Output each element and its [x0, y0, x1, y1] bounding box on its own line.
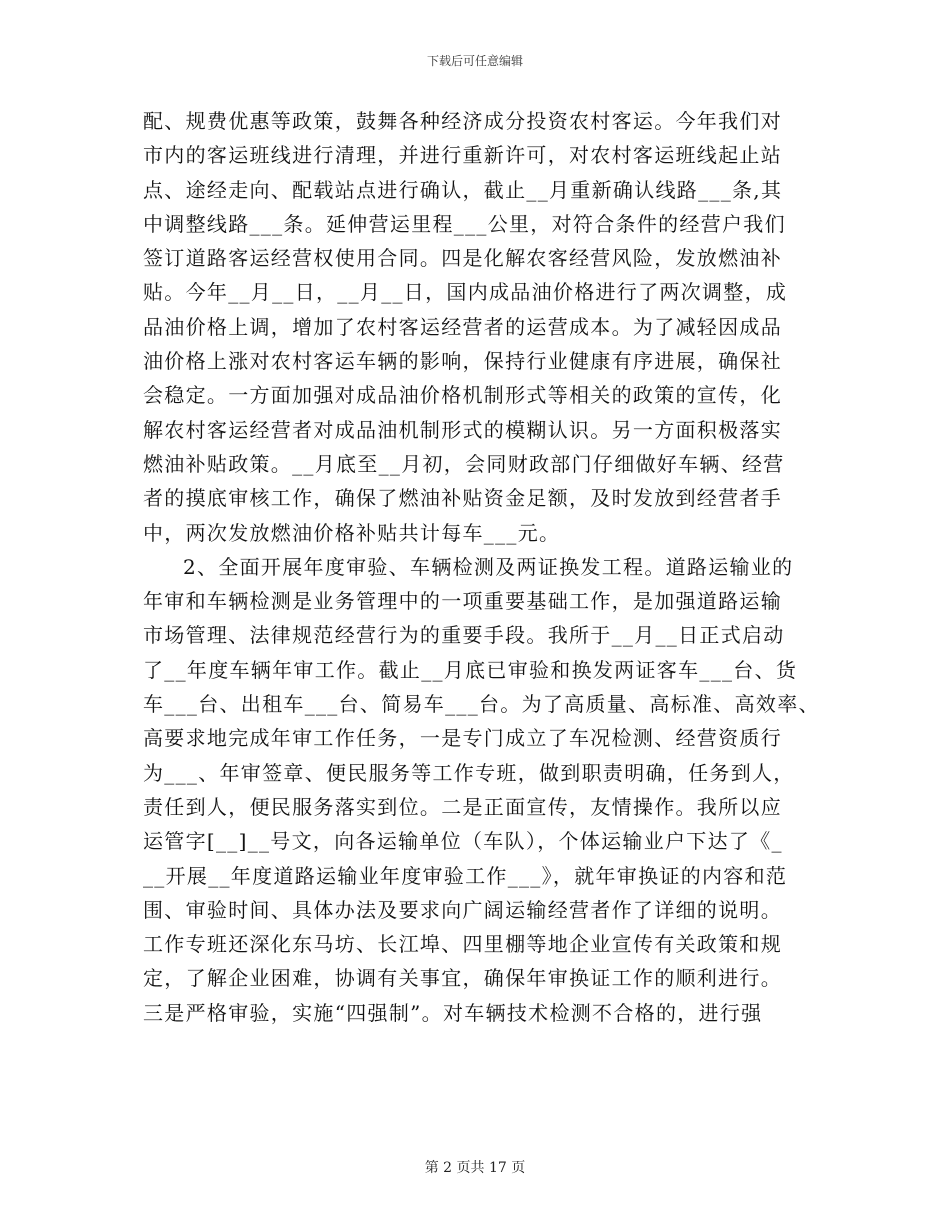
body-line: 高要求地完成年审工作任务，一是专门成立了车况检测、经营资质行 — [143, 726, 782, 751]
body-line: 油价格上涨对农村客运车辆的影响，保持行业健康有序进展，确保社 — [143, 349, 782, 374]
body-line: 年审和车辆检测是业务管理中的一项重要基础工作，是加强道路运输 — [143, 589, 782, 614]
body-line: 责任到人，便民服务落实到位。二是正面宣传，友情操作。我所以应 — [143, 794, 782, 819]
body-line: 市内的客运班线进行清理，并进行重新许可，对农村客运班线起止站 — [143, 143, 782, 168]
body-line: 贴。今年__月__日，__月__日，国内成品油价格进行了两次调整，成 — [143, 280, 788, 305]
body-line: 三是严格审验，实施“四强制”。对车辆技术检测不合格的，进行强 — [143, 1000, 763, 1025]
body-line: 市场管理、法律规范经营行为的重要手段。我所于__月__日正式启动 — [143, 623, 785, 648]
body-line: 为___、年审签章、便民服务等工作专班，做到职责明确，任务到人， — [143, 760, 795, 785]
body-line: 品油价格上调，增加了农村客运经营者的运营成本。为了减轻因成品 — [143, 314, 782, 339]
body-line: 运管字[__]__号文，向各运输单位（车队），个体运输业户下达了《_ — [143, 829, 783, 854]
body-line: 中调整线路___条。延伸营运里程___公里，对符合条件的经营户我们 — [143, 211, 786, 236]
page-header: 下载后可任意编辑 — [426, 54, 523, 68]
body-line: 签订道路客运经营权使用合同。四是化解农客经营风险，发放燃油补 — [143, 246, 782, 271]
body-line: 定，了解企业困难，协调有关事宜，确保年审换证工作的顺利进行。 — [143, 966, 782, 991]
body-line: 者的摸底审核工作，确保了燃油补贴资金足额，及时发放到经营者手 — [143, 486, 782, 511]
document-body — [143, 104, 823, 1030]
page-number: 第 2 页共 17 页 — [424, 1160, 526, 1176]
body-line: 解农村客运经营者对成品油机制形式的模糊认识。另一方面积极落实 — [143, 417, 782, 442]
body-line: 工作专班还深化东马坊、长江埠、四里棚等地企业宣传有关政策和规 — [143, 932, 782, 957]
body-line: 燃油补贴政策。__月底至__月初，会同财政部门仔细做好车辆、经营 — [143, 451, 785, 476]
body-line: 配、规费优惠等政策，鼓舞各种经济成分投资农村客运。今年我们对 — [143, 109, 782, 133]
body-line: 点、途经走向、配载站点进行确认，截止__月重新确认线路___条,其 — [143, 177, 783, 202]
body-line: 会稳定。一方面加强对成品油价格机制形式等相关的政策的宣传，化 — [143, 383, 782, 408]
body-line: __开展__年度道路运输业年度审验工作___》，就年审换证的内容和范 — [143, 863, 788, 888]
body-line: 围、审验时间、具体办法及要求向广阔运输经营者作了详细的说明。 — [143, 897, 782, 922]
paragraph-start-line: 2、全面开展年度审验、车辆检测及两证换发工程。道路运输业的 — [183, 554, 794, 579]
body-line: 车___台、出租车___台、简易车___台。为了高质量、高标准、高效率、 — [143, 692, 820, 717]
body-line: 了__年度车辆年审工作。截止__月底已审验和换发两证客车___台、货 — [143, 657, 798, 682]
body-line: 中，两次发放燃油价格补贴共计每车___元。 — [143, 520, 561, 545]
